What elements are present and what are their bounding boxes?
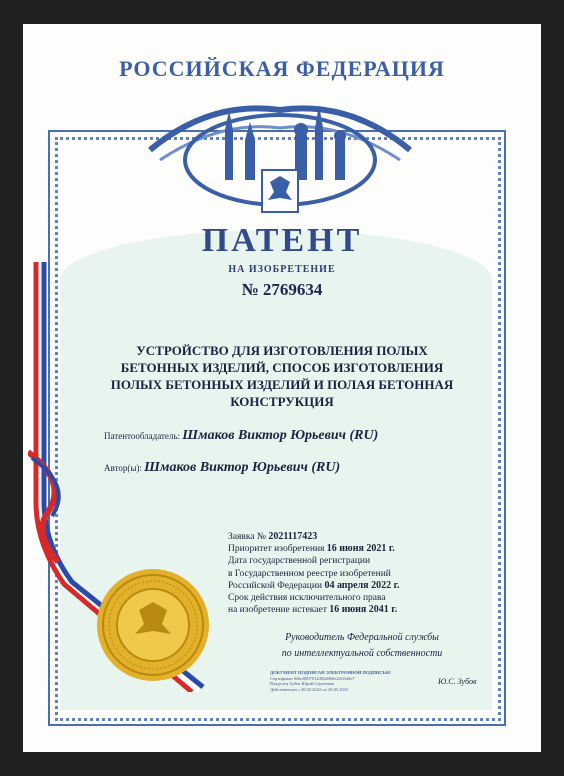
document-subtype: НА ИЗОБРЕТЕНИЕ xyxy=(228,264,336,275)
patent-holder-label: Патентообладатель: xyxy=(104,431,181,441)
service-head xyxy=(262,630,462,662)
electronic-signature-box xyxy=(270,670,410,696)
signature-box-valid: Действителен с 20.02.2022 по 20.05.2023 xyxy=(270,686,349,692)
registration-line2: в Государственном реестре изобретений xyxy=(228,568,391,579)
validity-line2: на изобретение истекает xyxy=(228,605,327,616)
validity-value: 16 июня 2041 г. xyxy=(329,604,398,616)
validity-line1: Срок действия исключительного права xyxy=(228,593,386,604)
application-label: Заявка № xyxy=(228,532,266,542)
gold-seal-icon xyxy=(92,566,214,684)
signature-box-owner: Владелец Зубов Юрий Сергеевич xyxy=(270,681,335,686)
registration-line1: Дата государственной регистрации xyxy=(228,556,371,567)
registration-value: 04 апреля 2022 г. xyxy=(324,579,400,591)
document-type: ПАТЕНТ xyxy=(201,222,363,259)
priority-value: 16 июня 2021 г. xyxy=(326,543,395,555)
author-label: Автор(ы): xyxy=(104,463,142,473)
registration-line3: Российской Федерации xyxy=(228,580,323,591)
kremlin-emblem-icon xyxy=(130,80,430,230)
priority-label: Приоритет изобретения xyxy=(228,544,325,555)
signature-box-title: ДОКУМЕНТ ПОДПИСАН ЭЛЕКТРОННОЙ ПОДПИСЬЮ xyxy=(270,670,391,675)
signature-box-cert: Сертификат 6dbc8007012d02d8b0e241fbdfe7 xyxy=(270,675,355,681)
service-head-line2: по интеллектуальной собственности xyxy=(281,648,443,659)
patent-holder-value: Шмаков Виктор Юрьевич (RU) xyxy=(182,428,379,443)
author-value: Шмаков Виктор Юрьевич (RU) xyxy=(144,460,341,475)
signatory-name: Ю.С. Зубов xyxy=(438,677,477,686)
patent-details xyxy=(228,531,400,616)
application-value: 2021117423 xyxy=(268,531,318,542)
patent-number: № 2769634 xyxy=(241,280,323,299)
service-head-line1: Руководитель Федеральной службы xyxy=(285,632,439,643)
country-title: РОССИЙСКАЯ ФЕДЕРАЦИЯ xyxy=(119,56,445,81)
invention-title: УСТРОЙСТВО ДЛЯ ИЗГОТОВЛЕНИЯ ПОЛЫХ БЕТОННЫХ ИЗДЕЛИЙ, СПОСОБ ИЗГОТОВЛЕНИЯ ПОЛЫХ БЕТОННЫХ ИЗДЕЛИЙ И ПОЛАЯ БЕТОННАЯ КОНСТРУКЦИЯ xyxy=(110,343,454,409)
